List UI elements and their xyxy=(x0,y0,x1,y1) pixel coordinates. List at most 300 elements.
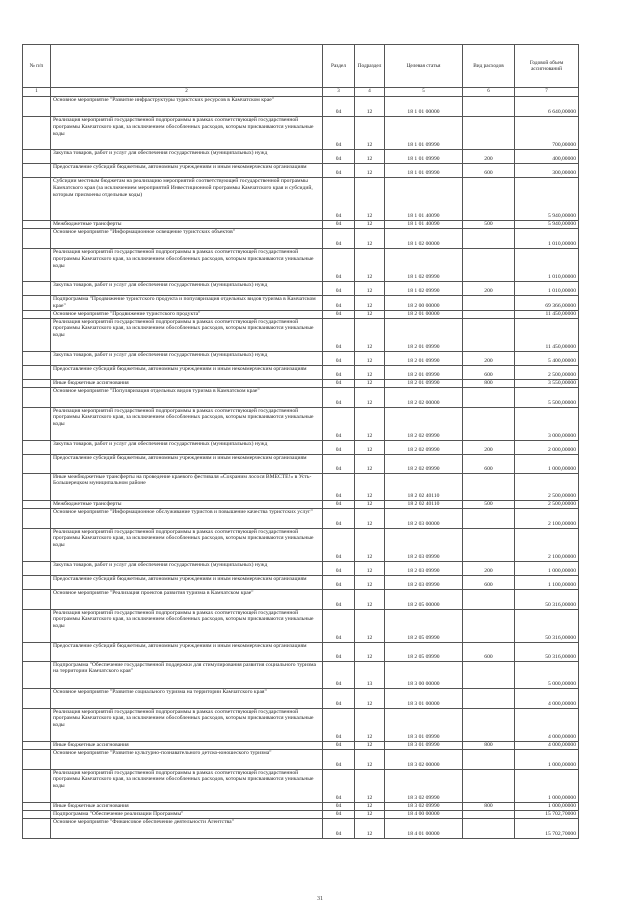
table-row xyxy=(23,561,579,575)
row-section-cell: 04 xyxy=(323,508,355,528)
row-amount-cell: 1 000,00000 xyxy=(515,802,579,810)
row-amount-cell: 50 316,00000 xyxy=(515,642,579,661)
row-section-cell: 04 xyxy=(323,749,355,769)
row-name-cell: Основное мероприятие "Информационное обслуживание туристов и повышение качества туристских услуг" xyxy=(51,508,323,528)
row-subsection-cell: 12 xyxy=(355,296,385,311)
row-subsection-cell: 12 xyxy=(355,741,385,749)
row-amount-cell: 1 010,00000 xyxy=(515,229,579,249)
row-index-cell xyxy=(23,741,51,749)
row-expense-type-cell xyxy=(463,178,515,221)
row-index-cell xyxy=(23,508,51,528)
row-subsection-cell: 12 xyxy=(355,365,385,379)
row-name-cell: Предоставление субсидий бюджетным, автономным учреждениям и иным некоммерческим организациям xyxy=(51,164,323,178)
row-target-cell: 18 4 00 00000 xyxy=(385,810,463,818)
row-amount-cell: 300,00000 xyxy=(515,164,579,178)
table-row xyxy=(23,769,579,802)
row-index-cell xyxy=(23,769,51,802)
row-name-cell: Предоставление субсидий бюджетным, автономным учреждениям и иным некоммерческим организациям xyxy=(51,642,323,661)
row-amount-cell: 2 500,00000 xyxy=(515,500,579,508)
row-index-cell xyxy=(23,365,51,379)
row-amount-cell: 4 000,00000 xyxy=(515,708,579,741)
row-index-cell xyxy=(23,221,51,229)
row-section-cell: 04 xyxy=(323,351,355,365)
row-subsection-cell: 12 xyxy=(355,818,385,838)
row-expense-type-cell: 200 xyxy=(463,150,515,164)
row-expense-type-cell xyxy=(463,249,515,282)
row-name-cell: Реализация мероприятий государственной подпрограммы в рамках соответствующей государственной программы Камчатского края, за исключением обособленных расходов, которым присваиваются уникальные коды xyxy=(51,769,323,802)
table-row xyxy=(23,229,579,249)
row-name-cell: Межбюджетные трансферты xyxy=(51,221,323,229)
row-index-cell xyxy=(23,642,51,661)
row-expense-type-cell xyxy=(463,407,515,440)
row-target-cell: 18 2 05 09990 xyxy=(385,642,463,661)
row-target-cell: 18 2 01 09990 xyxy=(385,379,463,387)
row-section-cell: 04 xyxy=(323,818,355,838)
row-name-cell: Подпрограмма "Продвижение туристского продукта и популяризация отдельных видов туризма в Камчатском крае" xyxy=(51,296,323,311)
page-number: 31 xyxy=(317,896,323,902)
row-expense-type-cell xyxy=(463,117,515,150)
row-expense-type-cell xyxy=(463,528,515,561)
row-name-cell: Реализация мероприятий государственной подпрограммы в рамках соответствующей государственной программы Камчатского края, за исключением обособленных расходов, которым присваиваются уникальные коды xyxy=(51,318,323,351)
row-expense-type-cell: 200 xyxy=(463,440,515,454)
row-target-cell: 18 1 02 00000 xyxy=(385,229,463,249)
row-section-cell: 04 xyxy=(323,528,355,561)
table-row xyxy=(23,379,579,387)
row-expense-type-cell xyxy=(463,97,515,117)
row-name-cell: Подпрограмма "Обеспечение государственной поддержки для стимулирования развития социального туризма на территории Камчатского края" xyxy=(51,661,323,688)
row-section-cell: 04 xyxy=(323,440,355,454)
row-index-cell xyxy=(23,454,51,473)
table-row xyxy=(23,97,579,117)
row-target-cell: 18 3 02 09990 xyxy=(385,769,463,802)
row-amount-cell: 2 100,00000 xyxy=(515,528,579,561)
row-index-cell xyxy=(23,708,51,741)
table-row xyxy=(23,310,579,318)
row-index-cell xyxy=(23,440,51,454)
row-expense-type-cell: 600 xyxy=(463,164,515,178)
row-subsection-cell: 12 xyxy=(355,454,385,473)
row-section-cell: 04 xyxy=(323,561,355,575)
row-section-cell: 04 xyxy=(323,802,355,810)
row-name-cell: Предоставление субсидий бюджетным, автономным учреждениям и иным некоммерческим организациям xyxy=(51,365,323,379)
row-expense-type-cell xyxy=(463,296,515,311)
row-name-cell: Субсидии местным бюджетам на реализацию мероприятий соответствующей государственной программы Камчатского края (за исключением мероприятий Инвестиционной программы Камчатского края и субсидий, которым присвоены отдельные коды) xyxy=(51,178,323,221)
row-index-cell xyxy=(23,310,51,318)
row-target-cell: 18 2 01 09990 xyxy=(385,318,463,351)
row-amount-cell: 50 316,00000 xyxy=(515,609,579,642)
row-expense-type-cell: 200 xyxy=(463,282,515,296)
row-amount-cell: 69 366,00000 xyxy=(515,296,579,311)
table-row xyxy=(23,528,579,561)
row-expense-type-cell: 800 xyxy=(463,802,515,810)
header-expense-type: Вид расходов xyxy=(463,45,515,88)
row-amount-cell: 1 010,00000 xyxy=(515,249,579,282)
row-target-cell: 18 2 01 09990 xyxy=(385,351,463,365)
row-target-cell: 18 1 01 09990 xyxy=(385,164,463,178)
row-target-cell: 18 1 02 09990 xyxy=(385,249,463,282)
row-name-cell: Предоставление субсидий бюджетным, автономным учреждениям и иным некоммерческим организациям xyxy=(51,454,323,473)
table-row xyxy=(23,318,579,351)
row-name-cell: Иные межбюджетные трансферты на проведение краевого фестиваля «Сохраним лосося ВМЕСТЕ!» в Усть-Большерецком муниципальном районе xyxy=(51,473,323,500)
row-name-cell: Реализация мероприятий государственной подпрограммы в рамках соответствующей государственной программы Камчатского края, за исключением обособленных расходов, которым присваиваются уникальные коды xyxy=(51,117,323,150)
row-target-cell: 18 3 00 00000 xyxy=(385,661,463,688)
row-name-cell: Иные бюджетные ассигнования xyxy=(51,802,323,810)
row-index-cell xyxy=(23,561,51,575)
row-name-cell: Иные бюджетные ассигнования xyxy=(51,379,323,387)
row-subsection-cell: 12 xyxy=(355,229,385,249)
row-subsection-cell: 12 xyxy=(355,642,385,661)
row-index-cell xyxy=(23,500,51,508)
header-target: Целевая статья xyxy=(385,45,463,88)
table-body xyxy=(23,97,579,839)
row-expense-type-cell: 600 xyxy=(463,575,515,589)
row-index-cell xyxy=(23,229,51,249)
table-row xyxy=(23,708,579,741)
table-row xyxy=(23,164,579,178)
row-expense-type-cell xyxy=(463,473,515,500)
row-index-cell xyxy=(23,97,51,117)
row-name-cell: Закупка товаров, работ и услуг для обеспечения государственных (муниципальных) нужд xyxy=(51,351,323,365)
row-section-cell: 04 xyxy=(323,117,355,150)
row-target-cell: 18 3 02 00000 xyxy=(385,749,463,769)
row-name-cell: Основное мероприятие "Популяризация отдельных видов туризма в Камчатском крае" xyxy=(51,387,323,407)
table-row xyxy=(23,575,579,589)
row-amount-cell: 15 702,70000 xyxy=(515,810,579,818)
column-number: 4 xyxy=(355,88,385,97)
row-index-cell xyxy=(23,164,51,178)
row-amount-cell: 4 000,00000 xyxy=(515,741,579,749)
row-section-cell: 04 xyxy=(323,708,355,741)
row-target-cell: 18 4 01 00000 xyxy=(385,818,463,838)
header-subsection: Подраздел xyxy=(355,45,385,88)
row-index-cell xyxy=(23,296,51,311)
row-name-cell: Реализация мероприятий государственной подпрограммы в рамках соответствующей государственной программы Камчатского края, за исключением обособленных расходов, которым присваиваются уникальные коды xyxy=(51,609,323,642)
row-expense-type-cell: 500 xyxy=(463,221,515,229)
header-amount: Годовой объем ассигнований xyxy=(515,45,579,88)
row-name-cell: Иные бюджетные ассигнования xyxy=(51,741,323,749)
row-section-cell: 04 xyxy=(323,575,355,589)
row-section-cell: 04 xyxy=(323,454,355,473)
row-amount-cell: 15 702,70000 xyxy=(515,818,579,838)
row-target-cell: 18 2 03 09990 xyxy=(385,561,463,575)
row-subsection-cell: 12 xyxy=(355,500,385,508)
row-index-cell xyxy=(23,150,51,164)
row-expense-type-cell xyxy=(463,609,515,642)
row-amount-cell: 5 000,00000 xyxy=(515,661,579,688)
row-name-cell: Закупка товаров, работ и услуг для обеспечения государственных (муниципальных) нужд xyxy=(51,440,323,454)
table-row xyxy=(23,810,579,818)
header-name xyxy=(51,45,323,88)
row-index-cell xyxy=(23,810,51,818)
table-row xyxy=(23,508,579,528)
row-index-cell xyxy=(23,117,51,150)
row-expense-type-cell xyxy=(463,818,515,838)
table-row xyxy=(23,473,579,500)
row-name-cell: Реализация мероприятий государственной подпрограммы в рамках соответствующей государственной программы Камчатского края, за исключением обособленных расходов, которым присваиваются уникальные коды xyxy=(51,708,323,741)
row-subsection-cell: 12 xyxy=(355,310,385,318)
row-name-cell: Закупка товаров, работ и услуг для обеспечения государственных (муниципальных) нужд xyxy=(51,150,323,164)
row-expense-type-cell xyxy=(463,229,515,249)
row-expense-type-cell xyxy=(463,589,515,609)
table-row xyxy=(23,749,579,769)
row-section-cell: 04 xyxy=(323,97,355,117)
row-subsection-cell: 12 xyxy=(355,282,385,296)
row-name-cell: Основное мероприятие "Информационное освещение туристских объектов" xyxy=(51,229,323,249)
table-row xyxy=(23,296,579,311)
row-section-cell: 04 xyxy=(323,249,355,282)
row-expense-type-cell: 800 xyxy=(463,379,515,387)
row-expense-type-cell xyxy=(463,688,515,708)
row-expense-type-cell xyxy=(463,661,515,688)
row-section-cell: 04 xyxy=(323,379,355,387)
row-target-cell: 18 2 03 09990 xyxy=(385,575,463,589)
row-name-cell: Основное мероприятие "Продвижение туристского продукта" xyxy=(51,310,323,318)
row-subsection-cell: 12 xyxy=(355,249,385,282)
row-amount-cell: 5 500,00000 xyxy=(515,387,579,407)
row-amount-cell: 4 000,00000 xyxy=(515,688,579,708)
row-name-cell: Предоставление субсидий бюджетным, автономным учреждениям и иным некоммерческим организациям xyxy=(51,575,323,589)
row-section-cell: 04 xyxy=(323,296,355,311)
row-target-cell: 18 2 03 00000 xyxy=(385,508,463,528)
row-section-cell: 04 xyxy=(323,609,355,642)
table-row xyxy=(23,387,579,407)
row-index-cell xyxy=(23,282,51,296)
table-row xyxy=(23,249,579,282)
row-name-cell: Основное мероприятие "Развитие социального туризма на территории Камчатского края" xyxy=(51,688,323,708)
row-target-cell: 18 2 01 00000 xyxy=(385,310,463,318)
row-subsection-cell: 12 xyxy=(355,164,385,178)
row-target-cell: 18 2 01 09990 xyxy=(385,365,463,379)
table-row xyxy=(23,221,579,229)
row-subsection-cell: 12 xyxy=(355,407,385,440)
table-row xyxy=(23,440,579,454)
table-row xyxy=(23,178,579,221)
row-amount-cell: 1 000,00000 xyxy=(515,561,579,575)
row-section-cell: 04 xyxy=(323,164,355,178)
column-number: 7 xyxy=(515,88,579,97)
row-target-cell: 18 2 02 40110 xyxy=(385,500,463,508)
header-section: Раздел xyxy=(323,45,355,88)
row-subsection-cell: 12 xyxy=(355,575,385,589)
row-section-cell: 04 xyxy=(323,178,355,221)
row-subsection-cell: 12 xyxy=(355,117,385,150)
row-name-cell: Реализация мероприятий государственной подпрограммы в рамках соответствующей государственной программы Камчатского края, за исключением обособленных расходов, которым присваиваются уникальные коды xyxy=(51,249,323,282)
row-target-cell: 18 3 02 09990 xyxy=(385,802,463,810)
row-target-cell: 18 2 02 00000 xyxy=(385,387,463,407)
row-amount-cell: 1 000,00000 xyxy=(515,454,579,473)
row-expense-type-cell xyxy=(463,508,515,528)
row-section-cell: 04 xyxy=(323,741,355,749)
row-expense-type-cell: 600 xyxy=(463,365,515,379)
table-row xyxy=(23,365,579,379)
row-index-cell xyxy=(23,688,51,708)
column-number: 5 xyxy=(385,88,463,97)
row-subsection-cell: 12 xyxy=(355,221,385,229)
row-amount-cell: 2 100,00000 xyxy=(515,508,579,528)
row-expense-type-cell: 600 xyxy=(463,454,515,473)
row-section-cell: 04 xyxy=(323,150,355,164)
table-row xyxy=(23,609,579,642)
header-index: № п/п xyxy=(23,45,51,88)
row-section-cell: 04 xyxy=(323,473,355,500)
row-target-cell: 18 3 01 09990 xyxy=(385,741,463,749)
row-target-cell: 18 1 01 00000 xyxy=(385,97,463,117)
row-expense-type-cell: 600 xyxy=(463,642,515,661)
row-subsection-cell: 13 xyxy=(355,661,385,688)
table-row xyxy=(23,589,579,609)
row-section-cell: 04 xyxy=(323,810,355,818)
row-target-cell: 18 1 01 09990 xyxy=(385,150,463,164)
row-name-cell: Основное мероприятие "Финансовое обеспечение деятельности Агентства" xyxy=(51,818,323,838)
row-index-cell xyxy=(23,178,51,221)
row-index-cell xyxy=(23,575,51,589)
row-amount-cell: 2 500,00000 xyxy=(515,365,579,379)
table-row xyxy=(23,661,579,688)
row-section-cell: 04 xyxy=(323,282,355,296)
row-subsection-cell: 12 xyxy=(355,528,385,561)
row-index-cell xyxy=(23,407,51,440)
row-amount-cell: 700,00000 xyxy=(515,117,579,150)
row-section-cell: 04 xyxy=(323,688,355,708)
row-subsection-cell: 12 xyxy=(355,178,385,221)
row-name-cell: Основное мероприятие "Развитие инфраструктуры туристских ресурсов в Камчатском крае" xyxy=(51,97,323,117)
row-target-cell: 18 2 02 09990 xyxy=(385,454,463,473)
row-section-cell: 04 xyxy=(323,769,355,802)
row-section-cell: 04 xyxy=(323,310,355,318)
column-numbering-row xyxy=(23,88,579,97)
row-target-cell: 18 3 01 00000 xyxy=(385,688,463,708)
row-section-cell: 04 xyxy=(323,365,355,379)
table-row xyxy=(23,282,579,296)
row-name-cell: Подпрограмма "Обеспечение реализации Программы" xyxy=(51,810,323,818)
table-row xyxy=(23,407,579,440)
table-row xyxy=(23,642,579,661)
row-amount-cell: 1 100,00000 xyxy=(515,575,579,589)
row-expense-type-cell: 500 xyxy=(463,500,515,508)
row-subsection-cell: 12 xyxy=(355,97,385,117)
row-target-cell: 18 3 01 09990 xyxy=(385,708,463,741)
row-amount-cell: 11 450,00000 xyxy=(515,310,579,318)
row-subsection-cell: 12 xyxy=(355,802,385,810)
row-subsection-cell: 12 xyxy=(355,508,385,528)
row-target-cell: 18 2 03 09990 xyxy=(385,528,463,561)
row-expense-type-cell xyxy=(463,387,515,407)
row-subsection-cell: 12 xyxy=(355,379,385,387)
row-name-cell: Реализация мероприятий государственной подпрограммы в рамках соответствующей государственной программы Камчатского края, за исключением обособленных расходов, которым присваиваются уникальные коды xyxy=(51,528,323,561)
row-amount-cell: 1 000,00000 xyxy=(515,769,579,802)
row-target-cell: 18 2 05 00000 xyxy=(385,589,463,609)
row-section-cell: 04 xyxy=(323,407,355,440)
table-header-row xyxy=(23,45,579,88)
table-row xyxy=(23,802,579,810)
row-section-cell: 04 xyxy=(323,387,355,407)
row-subsection-cell: 12 xyxy=(355,561,385,575)
row-subsection-cell: 12 xyxy=(355,589,385,609)
row-index-cell xyxy=(23,387,51,407)
table-row xyxy=(23,688,579,708)
column-number: 2 xyxy=(51,88,323,97)
row-target-cell: 18 2 02 09990 xyxy=(385,440,463,454)
row-expense-type-cell xyxy=(463,708,515,741)
row-index-cell xyxy=(23,661,51,688)
row-amount-cell: 5 400,00000 xyxy=(515,351,579,365)
row-index-cell xyxy=(23,318,51,351)
row-name-cell: Межбюджетные трансферты xyxy=(51,500,323,508)
row-target-cell: 18 1 01 40090 xyxy=(385,178,463,221)
row-index-cell xyxy=(23,749,51,769)
row-subsection-cell: 12 xyxy=(355,473,385,500)
row-subsection-cell: 12 xyxy=(355,769,385,802)
row-amount-cell: 5 940,00000 xyxy=(515,221,579,229)
row-expense-type-cell: 200 xyxy=(463,561,515,575)
row-amount-cell: 2 000,00000 xyxy=(515,440,579,454)
row-section-cell: 04 xyxy=(323,229,355,249)
row-target-cell: 18 2 05 09990 xyxy=(385,609,463,642)
table-row xyxy=(23,150,579,164)
row-subsection-cell: 12 xyxy=(355,150,385,164)
row-subsection-cell: 12 xyxy=(355,318,385,351)
row-amount-cell: 11 450,00000 xyxy=(515,318,579,351)
row-target-cell: 18 1 01 40090 xyxy=(385,221,463,229)
row-expense-type-cell xyxy=(463,810,515,818)
budget-table xyxy=(22,44,579,839)
row-target-cell: 18 1 01 09990 xyxy=(385,117,463,150)
row-amount-cell: 50 316,00000 xyxy=(515,589,579,609)
row-name-cell: Закупка товаров, работ и услуг для обеспечения государственных (муниципальных) нужд xyxy=(51,561,323,575)
row-amount-cell: 3 550,00000 xyxy=(515,379,579,387)
row-section-cell: 04 xyxy=(323,661,355,688)
row-amount-cell: 1 000,00000 xyxy=(515,749,579,769)
row-expense-type-cell xyxy=(463,769,515,802)
row-expense-type-cell: 200 xyxy=(463,351,515,365)
table-row xyxy=(23,741,579,749)
row-index-cell xyxy=(23,818,51,838)
column-number: 3 xyxy=(323,88,355,97)
row-index-cell xyxy=(23,802,51,810)
row-section-cell: 04 xyxy=(323,221,355,229)
row-amount-cell: 2 500,00000 xyxy=(515,473,579,500)
row-section-cell: 04 xyxy=(323,642,355,661)
row-amount-cell: 3 000,00000 xyxy=(515,407,579,440)
row-expense-type-cell xyxy=(463,310,515,318)
row-amount-cell: 1 010,00000 xyxy=(515,282,579,296)
row-expense-type-cell xyxy=(463,749,515,769)
row-name-cell: Основное мероприятие "Реализация проектов развития туризма в Камчатском крае" xyxy=(51,589,323,609)
row-index-cell xyxy=(23,589,51,609)
row-section-cell: 04 xyxy=(323,500,355,508)
row-subsection-cell: 12 xyxy=(355,810,385,818)
row-subsection-cell: 12 xyxy=(355,688,385,708)
row-name-cell: Реализация мероприятий государственной подпрограммы в рамках соответствующей государственной программы Камчатского края, за исключением обособленных расходов, которым присваиваются уникальные коды xyxy=(51,407,323,440)
row-expense-type-cell: 800 xyxy=(463,741,515,749)
row-section-cell: 04 xyxy=(323,589,355,609)
column-number: 1 xyxy=(23,88,51,97)
row-amount-cell: 400,00000 xyxy=(515,150,579,164)
row-index-cell xyxy=(23,528,51,561)
column-number: 6 xyxy=(463,88,515,97)
table-row xyxy=(23,351,579,365)
row-subsection-cell: 12 xyxy=(355,387,385,407)
row-section-cell: 04 xyxy=(323,318,355,351)
row-target-cell: 18 2 02 09990 xyxy=(385,407,463,440)
row-subsection-cell: 12 xyxy=(355,708,385,741)
row-index-cell xyxy=(23,609,51,642)
row-subsection-cell: 12 xyxy=(355,351,385,365)
row-subsection-cell: 12 xyxy=(355,609,385,642)
row-target-cell: 18 2 00 00000 xyxy=(385,296,463,311)
row-index-cell xyxy=(23,379,51,387)
table-row xyxy=(23,117,579,150)
